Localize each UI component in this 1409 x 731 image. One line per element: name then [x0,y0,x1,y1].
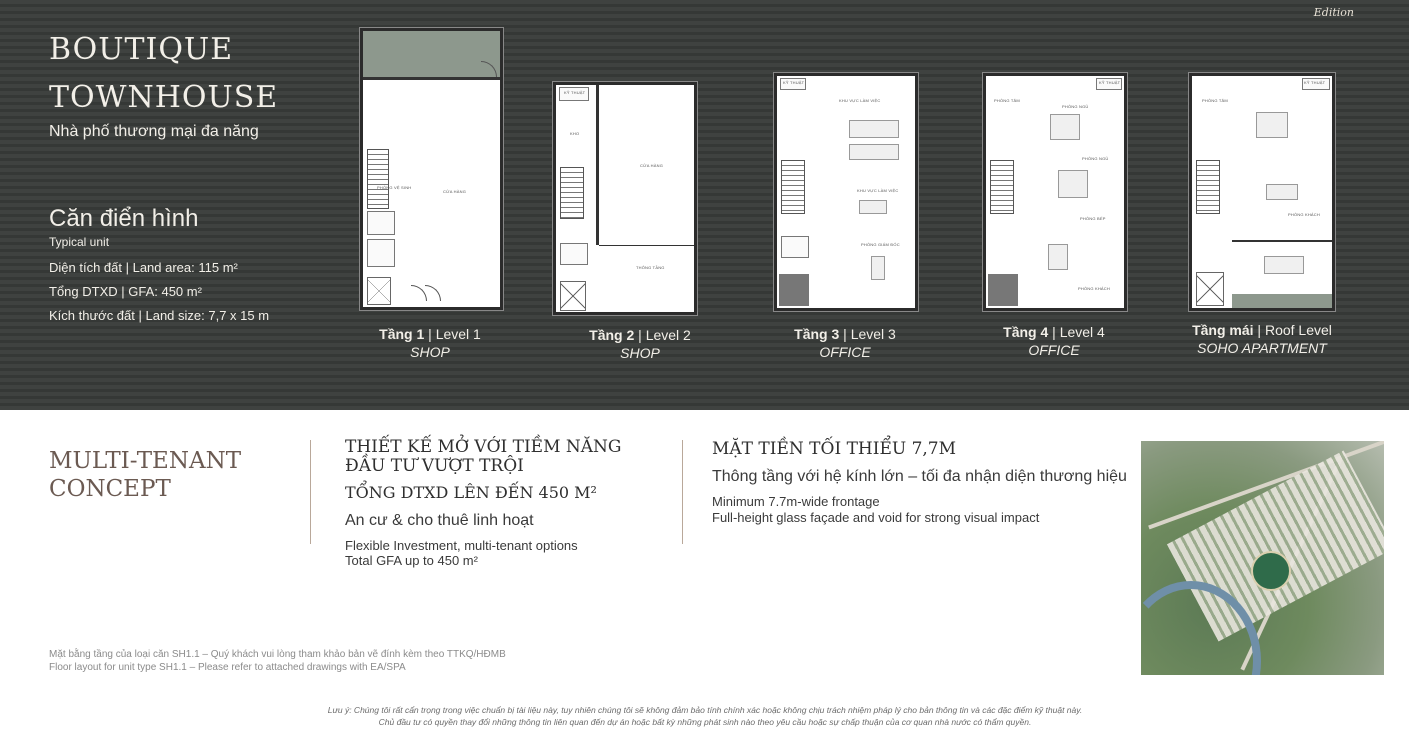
roof-garden [1232,294,1332,308]
wall [363,77,500,80]
concept-line-1: MULTI-TENANT [49,448,242,474]
frontage-vi-text: Thông tầng với hệ kính lớn – tối đa nhận diện thương hiệu [712,468,1127,485]
room-label: CỬA HÀNG [443,189,467,194]
room-label: KHU VỰC LÀM VIỆC [839,98,881,103]
floor-plan-level-3 [774,73,918,311]
page-title [49,26,278,122]
room-label: CỬA HÀNG [640,163,664,168]
staircase [781,160,805,214]
room-label: PHÒNG NGỦ [1082,156,1109,161]
design-en-line-2: Total GFA up to 450 m² [345,553,478,568]
room-label: KỸ THUẬT [783,80,805,85]
room-label: KHO [570,131,580,136]
staircase [367,149,389,209]
level-en: Level 4 [1059,324,1105,340]
design-en-line-1: Flexible Investment, multi-tenant options [345,538,578,553]
room-label: THÔNG TẦNG [636,265,665,270]
void-mark [1196,272,1224,306]
room-label: KỸ THUẬT [1304,80,1326,85]
floor-plan-level-2 [553,82,697,315]
disclaimer [200,704,1210,728]
site-plan-image [1141,441,1384,675]
page-subtitle: Nhà phố thương mại đa năng [49,123,259,140]
staircase [1196,160,1220,214]
title-line-1: BOUTIQUE [49,32,234,67]
central-park [1251,551,1291,591]
floor-plan-level-1 [360,28,503,310]
room-tech [367,239,395,267]
floor-plan-roof [1189,73,1335,311]
level-name: Tầng mái [1192,322,1254,338]
disclaimer-line-2: Chủ đầu tư có quyền thay đổi những thông tin liên quan đến dự án hoặc bất kỳ những phát sinh nào theo yêu cầu hoặc sự chấp thuận của cơ quan nhà nước có thẩm quyền. [378,717,1032,727]
void-mark [367,277,391,305]
door-icon [425,285,441,301]
room-wc [781,236,809,258]
room-label: KỸ THUẬT [564,90,586,95]
level-use: SOHO APARTMENT [1197,340,1327,356]
shaft [988,274,1018,306]
desk-row [849,120,899,138]
floor-layout-note [49,648,506,674]
dining-table [1264,256,1304,274]
wall [1232,240,1332,242]
level-use: OFFICE [819,344,871,360]
sofa [1266,184,1298,200]
desk-row [849,144,899,160]
room-label: PHÒNG NGỦ [1062,104,1089,109]
room-label: PHÒNG TẮM [1202,98,1228,103]
wall [596,85,599,245]
gfa-heading: TỔNG DTXD LÊN ĐẾN 450 M² [345,483,597,502]
gfa-text: Tổng DTXD | GFA: 450 m² [49,284,202,299]
typical-unit-info [49,204,269,328]
room-label: PHÒNG KHÁCH [1288,212,1320,217]
concept-title [49,447,241,503]
sofa [1048,244,1068,270]
level-en: Roof Level [1264,322,1332,338]
level-name: Tầng 1 [379,326,425,342]
frontage-en-line-1: Minimum 7.7m-wide frontage [712,494,880,509]
level-name: Tầng 3 [794,326,840,342]
design-block [345,438,665,568]
room-wc [367,211,395,235]
level-name: Tầng 2 [589,327,635,343]
staircase [560,167,584,219]
room-label: PHÒNG GIÁM ĐỐC [861,242,900,247]
meeting-table [859,200,887,214]
level-label-4: Tầng 4 | Level 4 OFFICE [964,323,1144,359]
room-label: KỸ THUẬT [1099,80,1121,85]
land-size-text: Kích thước đất | Land size: 7,7 x 15 m [49,308,270,323]
floor-note-vi: Mặt bằng tầng của loại căn SH1.1 – Quý khách vui lòng tham khảo bản vẽ đính kèm theo TTKQ/HĐMB [49,649,506,660]
level-use: SHOP [620,345,660,361]
room-label: PHÒNG VỆ SINH [377,185,412,190]
room-label: PHÒNG TẮM [994,98,1020,103]
land-area-text: Diện tích đất | Land area: 115 m² [49,260,238,275]
frontage-block [712,438,1132,526]
level-use: OFFICE [1028,342,1080,358]
garden-area [363,31,500,77]
level-use: SHOP [410,344,450,360]
room-wc [560,243,588,265]
disclaimer-line-1: Lưu ý: Chúng tôi rất cẩn trọng trong việc chuẩn bị tài liệu này, tuy nhiên chúng tôi sẽ không đảm bảo tính chính xác hoặc không chịu trách nhiệm pháp lý cho bản thông tin và các đặc điểm kỹ thuật này. [327,705,1083,715]
level-en: Level 3 [850,326,896,342]
level-en: Level 2 [645,327,691,343]
staircase [990,160,1014,214]
frontage-en-line-2: Full-height glass façade and void for strong visual impact [712,510,1040,525]
bed [1050,114,1080,140]
title-line-2: TOWNHOUSE [49,80,279,115]
room-label: PHÒNG BẾP [1080,216,1106,221]
wall [599,245,694,246]
level-label-1: Tầng 1 | Level 1 SHOP [340,325,520,361]
level-label-2: Tầng 2 | Level 2 SHOP [550,326,730,362]
void-mark [560,281,586,311]
floor-note-en: Floor layout for unit type SH1.1 – Please refer to attached drawings with EA/SPA [49,662,406,673]
divider [682,440,683,544]
divider [310,440,311,544]
level-name: Tầng 4 [1003,324,1049,340]
floor-plan-level-4 [983,73,1127,311]
frontage-heading: MẶT TIỀN TỐI THIỂU 7,7M [712,439,957,459]
room-label: KHU VỰC LÀM VIỆC [857,188,899,193]
typical-unit-subheading: Typical unit [49,235,110,249]
typical-unit-heading: Căn điển hình [49,205,199,232]
edition-mark: Edition [1313,6,1354,19]
bed [1256,112,1288,138]
room-label: PHÒNG KHÁCH [1078,286,1110,291]
design-vi-text: An cư & cho thuê linh hoạt [345,512,534,529]
level-en: Level 1 [435,326,481,342]
concept-line-2: CONCEPT [49,476,171,502]
design-heading: THIẾT KẾ MỞ VỚI TIỀM NĂNG ĐẦU TƯ VƯỢT TRỘI [345,437,622,476]
level-label-roof: Tầng mái | Roof Level SOHO APARTMENT [1172,321,1352,357]
director-desk [871,256,885,280]
level-label-3: Tầng 3 | Level 3 OFFICE [755,325,935,361]
bed [1058,170,1088,198]
shaft [779,274,809,306]
